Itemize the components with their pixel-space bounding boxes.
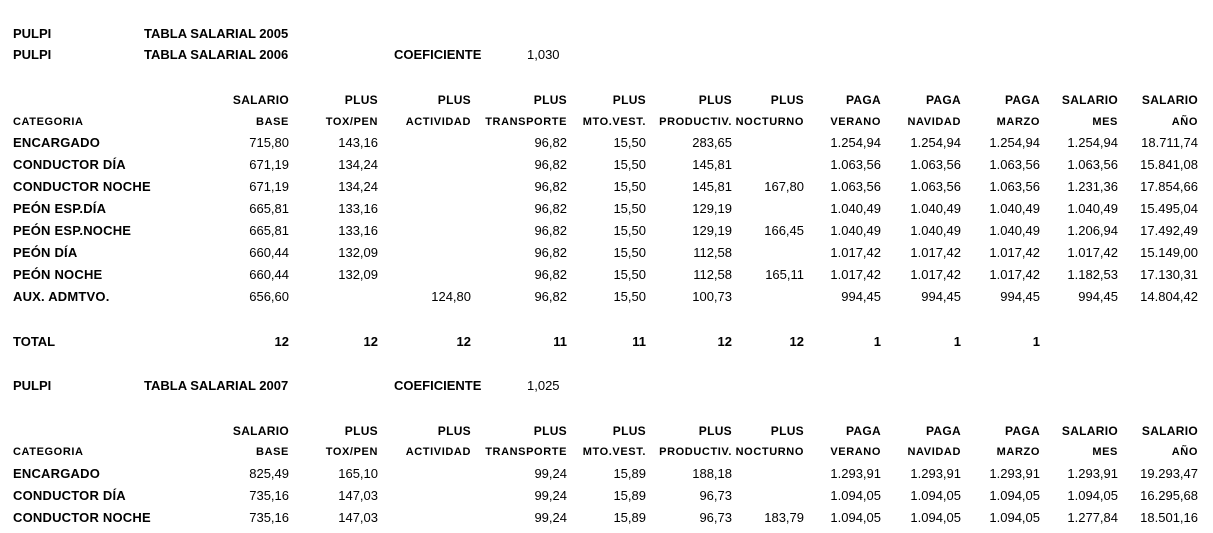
cell-mes: 1.293,91 <box>1067 466 1118 481</box>
cell-navidad: 1.063,56 <box>910 157 961 172</box>
cell-mto-vest: 15,50 <box>613 135 646 150</box>
cell-transporte: 96,82 <box>534 157 567 172</box>
cell-ano: 19.293,47 <box>1140 466 1198 481</box>
total-label: TOTAL <box>13 334 56 349</box>
cell-tox-pen: 134,24 <box>338 179 378 194</box>
table-row <box>0 155 1213 175</box>
table-title-row <box>0 45 1213 65</box>
company-name: PULPI <box>13 378 52 393</box>
cell-base: 660,44 <box>249 267 289 282</box>
cell-productiv: 188,18 <box>692 466 732 481</box>
cell-productiv: 96,73 <box>699 510 732 525</box>
cell-productiv: 96,73 <box>699 488 732 503</box>
cell-ano: 15.841,08 <box>1140 157 1198 172</box>
table-title: TABLA SALARIAL 2007 <box>144 378 289 393</box>
header-sub-navidad: NAVIDAD <box>907 116 961 128</box>
cell-base: 671,19 <box>249 157 289 172</box>
cell-marzo: 1.254,94 <box>989 135 1040 150</box>
table-row <box>0 464 1213 484</box>
header-top-productiv: PLUS <box>698 93 732 107</box>
cell-mes: 1.017,42 <box>1067 245 1118 260</box>
category-name: ENCARGADO <box>13 466 101 481</box>
totals-row <box>0 332 1213 352</box>
header-sub-verano: VERANO <box>830 116 881 128</box>
table-title-row <box>0 24 1213 44</box>
cell-ano: 17.492,49 <box>1140 223 1198 238</box>
category-name: PEÓN ESP.NOCHE <box>13 223 132 238</box>
cell-verano: 1.017,42 <box>830 267 881 282</box>
cell-ano: 18.501,16 <box>1140 510 1198 525</box>
cell-mto-vest: 15,89 <box>613 488 646 503</box>
header-categoria: CATEGORIA <box>13 446 84 458</box>
cell-base: 656,60 <box>249 289 289 304</box>
cell-base: 715,80 <box>249 135 289 150</box>
header-top-mes: SALARIO <box>1061 424 1118 438</box>
header-top-ano: SALARIO <box>1141 424 1198 438</box>
cell-mto-vest: 15,50 <box>613 223 646 238</box>
cell-productiv: 145,81 <box>692 157 732 172</box>
cell-navidad: 1.040,49 <box>910 201 961 216</box>
cell-mto-vest: 15,50 <box>613 179 646 194</box>
cell-mes: 1.206,94 <box>1067 223 1118 238</box>
total-marzo: 1 <box>1032 334 1040 349</box>
cell-base: 735,16 <box>249 488 289 503</box>
cell-marzo: 1.094,05 <box>989 510 1040 525</box>
table-row <box>0 486 1213 506</box>
header-sub-actividad: ACTIVIDAD <box>405 446 471 458</box>
cell-verano: 1.063,56 <box>830 179 881 194</box>
total-mto-vest: 11 <box>632 334 646 349</box>
header-sub-mes: MES <box>1092 446 1118 458</box>
cell-transporte: 96,82 <box>534 289 567 304</box>
header-top-tox-pen: PLUS <box>344 93 378 107</box>
total-actividad: 12 <box>456 334 471 349</box>
total-productiv: 12 <box>717 334 732 349</box>
header-top-nocturno: PLUS <box>770 93 804 107</box>
cell-verano: 1.254,94 <box>830 135 881 150</box>
category-name: AUX. ADMTVO. <box>13 289 110 304</box>
cell-marzo: 1.017,42 <box>989 267 1040 282</box>
cell-marzo: 1.040,49 <box>989 201 1040 216</box>
header-sub-mto-vest: MTO.VEST. <box>582 446 646 458</box>
cell-transporte: 96,82 <box>534 245 567 260</box>
cell-transporte: 96,82 <box>534 135 567 150</box>
header-sub-nocturno: NOCTURNO <box>735 446 804 458</box>
header-top-base: SALARIO <box>232 424 289 438</box>
header-sub-mto-vest: MTO.VEST. <box>582 116 646 128</box>
category-name: CONDUCTOR NOCHE <box>13 179 151 194</box>
cell-navidad: 1.063,56 <box>910 179 961 194</box>
header-top-nocturno: PLUS <box>770 424 804 438</box>
cell-productiv: 145,81 <box>692 179 732 194</box>
header-sub-tox-pen: TOX/PEN <box>325 116 378 128</box>
header-sub-mes: MES <box>1092 116 1118 128</box>
header-top-actividad: PLUS <box>437 424 471 438</box>
category-name: CONDUCTOR DÍA <box>13 488 126 503</box>
cell-nocturno: 183,79 <box>764 510 804 525</box>
cell-productiv: 112,58 <box>693 267 732 282</box>
table-row <box>0 133 1213 153</box>
total-nocturno: 12 <box>789 334 804 349</box>
cell-mto-vest: 15,50 <box>613 201 646 216</box>
coefficient-label: COEFICIENTE <box>394 378 482 393</box>
cell-tox-pen: 133,16 <box>338 201 378 216</box>
header-sub-transporte: TRANSPORTE <box>485 116 567 128</box>
cell-marzo: 1.040,49 <box>989 223 1040 238</box>
total-verano: 1 <box>873 334 881 349</box>
cell-mes: 1.231,36 <box>1067 179 1118 194</box>
header-sub-ano: AÑO <box>1171 116 1198 128</box>
header-top-mto-vest: PLUS <box>612 424 646 438</box>
cell-mto-vest: 15,50 <box>613 157 646 172</box>
cell-nocturno: 166,45 <box>764 223 804 238</box>
table-title: TABLA SALARIAL 2005 <box>144 26 289 41</box>
cell-verano: 1.017,42 <box>830 245 881 260</box>
category-name: CONDUCTOR DÍA <box>13 157 126 172</box>
cell-ano: 17.130,31 <box>1140 267 1198 282</box>
cell-navidad: 1.094,05 <box>910 510 961 525</box>
header-row-top <box>0 421 1213 441</box>
cell-mes: 994,45 <box>1078 289 1118 304</box>
cell-navidad: 994,45 <box>921 289 961 304</box>
cell-transporte: 96,82 <box>534 201 567 216</box>
category-name: ENCARGADO <box>13 135 101 150</box>
cell-productiv: 129,19 <box>692 223 732 238</box>
total-navidad: 1 <box>953 334 961 349</box>
cell-marzo: 1.063,56 <box>989 179 1040 194</box>
header-sub-ano: AÑO <box>1171 446 1198 458</box>
header-sub-navidad: NAVIDAD <box>907 446 961 458</box>
cell-verano: 1.063,56 <box>830 157 881 172</box>
cell-base: 665,81 <box>249 201 289 216</box>
cell-tox-pen: 143,16 <box>338 135 378 150</box>
category-name: PEÓN NOCHE <box>13 267 103 282</box>
cell-mes: 1.094,05 <box>1067 488 1118 503</box>
cell-transporte: 96,82 <box>534 179 567 194</box>
cell-tox-pen: 133,16 <box>338 223 378 238</box>
header-top-navidad: PAGA <box>926 93 961 107</box>
cell-base: 735,16 <box>249 510 289 525</box>
cell-verano: 994,45 <box>841 289 881 304</box>
header-top-verano: PAGA <box>846 424 881 438</box>
cell-navidad: 1.293,91 <box>910 466 961 481</box>
cell-marzo: 1.063,56 <box>989 157 1040 172</box>
cell-base: 671,19 <box>249 179 289 194</box>
cell-ano: 17.854,66 <box>1140 179 1198 194</box>
company-name: PULPI <box>13 47 52 62</box>
cell-tox-pen: 132,09 <box>338 267 378 282</box>
header-categoria: CATEGORIA <box>13 116 84 128</box>
cell-marzo: 1.017,42 <box>989 245 1040 260</box>
header-top-base: SALARIO <box>232 93 289 107</box>
cell-base: 660,44 <box>249 245 289 260</box>
cell-transporte: 99,24 <box>534 466 567 481</box>
cell-navidad: 1.017,42 <box>910 267 961 282</box>
cell-productiv: 112,58 <box>693 245 732 260</box>
table-row <box>0 243 1213 263</box>
coefficient-value: 1,025 <box>527 378 560 393</box>
cell-productiv: 100,73 <box>692 289 732 304</box>
cell-marzo: 1.094,05 <box>989 488 1040 503</box>
header-top-verano: PAGA <box>846 93 881 107</box>
total-tox-pen: 12 <box>363 334 378 349</box>
table-row <box>0 287 1213 307</box>
header-row-sub <box>0 442 1213 462</box>
header-top-marzo: PAGA <box>1005 424 1040 438</box>
cell-ano: 14.804,42 <box>1140 289 1198 304</box>
header-sub-transporte: TRANSPORTE <box>485 446 567 458</box>
cell-ano: 16.295,68 <box>1140 488 1198 503</box>
cell-navidad: 1.017,42 <box>910 245 961 260</box>
header-sub-verano: VERANO <box>830 446 881 458</box>
cell-transporte: 99,24 <box>534 488 567 503</box>
cell-verano: 1.040,49 <box>830 201 881 216</box>
company-name: PULPI <box>13 26 52 41</box>
cell-mto-vest: 15,50 <box>613 289 646 304</box>
cell-mto-vest: 15,50 <box>613 245 646 260</box>
cell-verano: 1.094,05 <box>830 488 881 503</box>
header-sub-actividad: ACTIVIDAD <box>405 116 471 128</box>
cell-mes: 1.254,94 <box>1067 135 1118 150</box>
cell-productiv: 283,65 <box>692 135 732 150</box>
cell-marzo: 994,45 <box>1000 289 1040 304</box>
header-top-ano: SALARIO <box>1141 93 1198 107</box>
cell-actividad: 124,80 <box>431 289 471 304</box>
cell-mes: 1.040,49 <box>1067 201 1118 216</box>
header-row-top <box>0 90 1213 110</box>
table-title-row <box>0 376 1213 396</box>
table-row <box>0 199 1213 219</box>
cell-mes: 1.277,84 <box>1067 510 1118 525</box>
header-top-actividad: PLUS <box>437 93 471 107</box>
cell-mes: 1.182,53 <box>1067 267 1118 282</box>
header-top-transporte: PLUS <box>533 424 567 438</box>
cell-mto-vest: 15,89 <box>613 510 646 525</box>
table-row <box>0 177 1213 197</box>
coefficient-label: COEFICIENTE <box>394 47 482 62</box>
header-top-productiv: PLUS <box>698 424 732 438</box>
cell-navidad: 1.254,94 <box>910 135 961 150</box>
header-top-tox-pen: PLUS <box>344 424 378 438</box>
cell-transporte: 96,82 <box>534 223 567 238</box>
header-top-transporte: PLUS <box>533 93 567 107</box>
category-name: PEÓN DÍA <box>13 245 78 260</box>
header-top-marzo: PAGA <box>1005 93 1040 107</box>
category-name: PEÓN ESP.DÍA <box>13 201 107 216</box>
header-top-mto-vest: PLUS <box>612 93 646 107</box>
cell-mto-vest: 15,89 <box>613 466 646 481</box>
header-sub-marzo: MARZO <box>996 116 1040 128</box>
header-sub-tox-pen: TOX/PEN <box>325 446 378 458</box>
coefficient-value: 1,030 <box>527 47 560 62</box>
cell-verano: 1.094,05 <box>830 510 881 525</box>
cell-verano: 1.040,49 <box>830 223 881 238</box>
total-transporte: 11 <box>553 334 567 349</box>
header-sub-marzo: MARZO <box>996 446 1040 458</box>
table-row <box>0 265 1213 285</box>
cell-verano: 1.293,91 <box>830 466 881 481</box>
total-base: 12 <box>274 334 289 349</box>
cell-transporte: 99,24 <box>534 510 567 525</box>
table-row <box>0 221 1213 241</box>
table-title: TABLA SALARIAL 2006 <box>144 47 289 62</box>
header-sub-productiv: PRODUCTIV. <box>659 446 732 458</box>
cell-base: 665,81 <box>249 223 289 238</box>
header-row-sub <box>0 112 1213 132</box>
cell-mes: 1.063,56 <box>1067 157 1118 172</box>
cell-tox-pen: 132,09 <box>338 245 378 260</box>
header-top-mes: SALARIO <box>1061 93 1118 107</box>
header-sub-nocturno: NOCTURNO <box>735 116 804 128</box>
cell-navidad: 1.040,49 <box>910 223 961 238</box>
cell-ano: 18.711,74 <box>1141 135 1198 150</box>
cell-transporte: 96,82 <box>534 267 567 282</box>
header-top-navidad: PAGA <box>926 424 961 438</box>
cell-tox-pen: 147,03 <box>338 510 378 525</box>
cell-nocturno: 167,80 <box>764 179 804 194</box>
header-sub-productiv: PRODUCTIV. <box>659 116 732 128</box>
cell-marzo: 1.293,91 <box>989 466 1040 481</box>
cell-ano: 15.495,04 <box>1140 201 1198 216</box>
cell-navidad: 1.094,05 <box>910 488 961 503</box>
cell-tox-pen: 147,03 <box>338 488 378 503</box>
cell-productiv: 129,19 <box>692 201 732 216</box>
cell-tox-pen: 165,10 <box>338 466 378 481</box>
category-name: CONDUCTOR NOCHE <box>13 510 151 525</box>
cell-base: 825,49 <box>249 466 289 481</box>
cell-nocturno: 165,11 <box>765 267 804 282</box>
header-sub-base: BASE <box>256 116 289 128</box>
cell-ano: 15.149,00 <box>1140 245 1198 260</box>
cell-mto-vest: 15,50 <box>613 267 646 282</box>
cell-tox-pen: 134,24 <box>338 157 378 172</box>
table-row <box>0 508 1213 528</box>
header-sub-base: BASE <box>256 446 289 458</box>
